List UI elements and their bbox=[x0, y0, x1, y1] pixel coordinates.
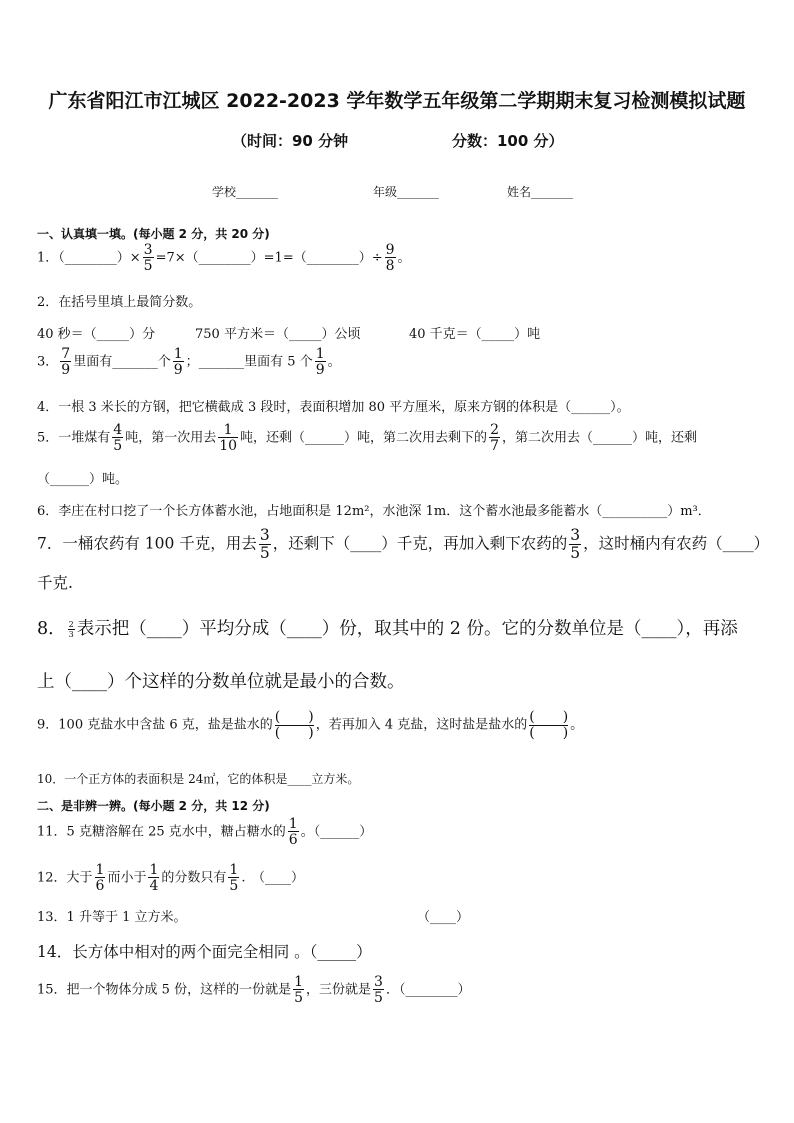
question-13: 13．1 升等于 1 立方米。 bbox=[37, 910, 187, 925]
page-title: 广东省阳江市江城区 2022-2023 学年数学五年级第二学期期末复习检测模拟试题 bbox=[48, 90, 746, 112]
q15-fraction-2: $\frac{3}{5}$ bbox=[374, 974, 383, 1006]
question-2: 2．在括号里填上最简分数。 bbox=[37, 295, 202, 310]
exam-time: （时间：90 分钟 bbox=[232, 132, 349, 150]
question-1: 1．（________）× $\frac{3}{5}$ =7×（________）=1=（________）÷ $\frac{9}{8}$ 。 bbox=[37, 242, 411, 274]
q1-part-a: 1．（________）× bbox=[37, 250, 141, 266]
q3-fraction-2: $\frac{1}{9}$ bbox=[173, 346, 183, 378]
q9-blank-fraction-1[interactable]: ( ) ( ) bbox=[274, 709, 314, 741]
q1-fraction-2: $\frac{9}{8}$ bbox=[385, 242, 395, 274]
section1-heading: 一、认真填一填。(每小题 2 分，共 20 分) bbox=[37, 227, 270, 241]
q2-item-1: 40 秒＝（_____）分 bbox=[37, 327, 156, 342]
q9-blank-fraction-2[interactable]: ( ) ( ) bbox=[529, 709, 569, 741]
question-10: 10．一个正方体的表面积是 24㎡，它的体积是____立方米。 bbox=[37, 772, 360, 786]
school-field[interactable]: 学校_______ bbox=[212, 185, 279, 199]
q7-line-2: 千克. bbox=[37, 574, 73, 592]
q12-fraction-2: $\frac{1}{4}$ bbox=[149, 862, 159, 894]
question-7: 7．一桶农药有 100 千克，用去 $\frac{3}{5}$ ，还剩下（____）千克，再加入剩下农药的 $\frac{3}{5}$ ，这时桶内有农药（____） bbox=[37, 526, 770, 562]
question-15: 15．把一个物体分成 5 份，这样的一份就是 $\frac{1}{5}$ ，三份就是 $\frac{3}{5}$ ．（________） bbox=[37, 974, 471, 1006]
q2-item-3: 40 千克＝（_____）吨 bbox=[409, 327, 541, 342]
q7-fraction-2: $\frac{3}{5}$ bbox=[570, 526, 581, 562]
grade-field[interactable]: 年级_______ bbox=[373, 185, 440, 199]
q8-line-2: 上（____）个这样的分数单位就是最小的合数。 bbox=[37, 672, 405, 692]
question-8: 8． $\frac{2}{3}$ 表示把（____）平均分成（____）份，取其中的 2 份。它的分数单位是（____），再添 bbox=[37, 619, 738, 639]
q13-answer[interactable]: （____） bbox=[417, 910, 470, 925]
q3-fraction-1: $\frac{7}{9}$ bbox=[61, 346, 71, 378]
question-6: 6．李庄在村口挖了一个长方体蓄水池，占地面积是 12m²，水池深 1m．这个蓄水池最多能蓄水（__________）m³． bbox=[37, 504, 711, 519]
name-field[interactable]: 姓名_______ bbox=[507, 185, 574, 199]
q12-fraction-3: $\frac{1}{5}$ bbox=[229, 862, 239, 894]
section2-heading: 二、是非辨一辨。(每小题 2 分，共 12 分) bbox=[37, 799, 270, 813]
exam-score: 分数：100 分） bbox=[452, 132, 564, 150]
question-14: 14．长方体中相对的两个面完全相同 。（_____） bbox=[37, 943, 372, 961]
q7-fraction-1: $\frac{3}{5}$ bbox=[259, 526, 270, 562]
q5-line-2: （______）吨。 bbox=[37, 472, 129, 487]
question-3: 3． $\frac{7}{9}$ 里面有_______个 $\frac{1}{9}$ ；_______里面有 5 个 $\frac{1}{9}$ 。 bbox=[37, 346, 341, 378]
q1-part-b: =7×（________）=1=（________）÷ bbox=[155, 250, 383, 266]
q8-fraction: $\frac{2}{3}$ bbox=[68, 619, 74, 639]
question-11: 11．5 克糖溶解在 25 克水中，糖占糖水的 $\frac{1}{6}$ 。（______） bbox=[37, 816, 373, 848]
q5-fraction-1: $\frac{4}{5}$ bbox=[113, 422, 123, 454]
question-9: 9．100 克盐水中含盐 6 克，盐是盐水的 ( ) ( ) ，若再加入 4 克盐，这时盐是盐水的 ( ) ( ) 。 bbox=[37, 709, 584, 741]
q5-fraction-2: $\frac{1}{10}$ bbox=[219, 422, 238, 454]
q11-fraction: $\frac{1}{6}$ bbox=[288, 816, 298, 848]
q5-fraction-3: $\frac{2}{7}$ bbox=[490, 422, 499, 454]
q3-fraction-3: $\frac{1}{9}$ bbox=[315, 346, 325, 378]
question-4: 4．一根 3 米长的方钢，把它横截成 3 段时，表面积增加 80 平方厘米，原来方钢的体积是（______）。 bbox=[37, 400, 630, 415]
question-5: 5．一堆煤有 $\frac{4}{5}$ 吨，第一次用去 $\frac{1}{10}$ 吨，还剩（______）吨，第二次用去剩下的 $\frac{2}{7}$ ，第二次用去（______）吨，还剩 bbox=[37, 422, 697, 454]
q2-item-2: 750 平方米＝（_____）公顷 bbox=[195, 327, 361, 342]
q15-fraction-1: $\frac{1}{5}$ bbox=[294, 974, 303, 1006]
q1-fraction-1: $\frac{3}{5}$ bbox=[143, 242, 153, 274]
q12-fraction-1: $\frac{1}{6}$ bbox=[95, 862, 105, 894]
question-12: 12．大于 $\frac{1}{6}$ 而小于 $\frac{1}{4}$ 的分数只有 $\frac{1}{5}$ . （____） bbox=[37, 862, 304, 894]
